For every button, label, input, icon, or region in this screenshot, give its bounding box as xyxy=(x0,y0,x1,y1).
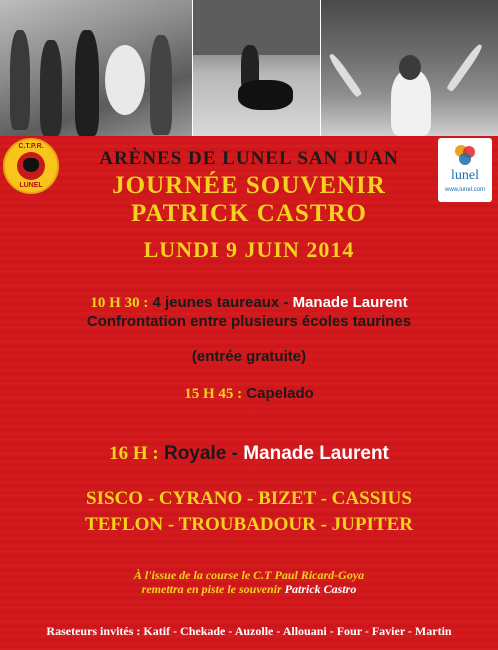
photo-arena-bull xyxy=(193,0,320,136)
bulls-line-2: TEFLON - TROUBADOUR - JUPITER xyxy=(85,514,413,535)
program-line-capelado xyxy=(0,385,498,403)
photo-group-celebration xyxy=(0,0,192,136)
event-young-bulls: 4 jeunes taureaux - xyxy=(148,294,293,311)
time-1030: 10 H 30 : xyxy=(90,295,149,311)
manade-3: Manade Laurent xyxy=(243,443,389,464)
ctpr-logo-top-text: C.T.P.R. xyxy=(18,143,44,150)
time-16h: 16 H : xyxy=(109,443,159,464)
note-name: Patrick Castro xyxy=(284,582,357,596)
manade-1: Manade Laurent xyxy=(292,294,408,311)
event-capelado: Capelado xyxy=(242,385,314,402)
photo-raseteur-cheer xyxy=(321,0,498,136)
event-royale: Royale - xyxy=(158,443,244,464)
note-line-2 xyxy=(0,582,498,597)
lunel-logo-word: lunel xyxy=(451,168,479,183)
ctpr-logo-bottom-text: LUNEL xyxy=(19,182,43,189)
note-line-2-text: remettra en piste le souvenir xyxy=(141,582,285,596)
bulls-line-1: SISCO - CYRANO - BIZET - CASSIUS xyxy=(86,488,412,509)
program-line-1 xyxy=(0,294,498,312)
lunel-logo-url: www.lunel.com xyxy=(444,187,485,193)
raseteurs-names: Katif - Chekade - Auzolle - Allouani - Four - Favier - Martin xyxy=(143,624,452,638)
free-entry: (entrée gratuite) xyxy=(191,348,307,365)
time-1545: 15 H 45 : xyxy=(184,386,243,402)
event-date: LUNDI 9 JUIN 2014 xyxy=(143,237,355,262)
title-line-1: JOURNÉE SOUVENIR xyxy=(112,172,386,199)
title-line-2: PATRICK CASTRO xyxy=(130,200,367,227)
photo-strip xyxy=(0,0,498,136)
raseteurs-line xyxy=(0,624,498,639)
raseteurs-label: Raseteurs invités : xyxy=(46,624,144,638)
note-line-1: À l'issue de la course le C.T Paul Ricard-Goya xyxy=(133,568,365,582)
arenes-heading: ARÈNES DE LUNEL SAN JUAN xyxy=(99,148,399,169)
program-line-royale xyxy=(0,443,498,465)
program-line-2: Confrontation entre plusieurs écoles taurines xyxy=(86,313,412,330)
